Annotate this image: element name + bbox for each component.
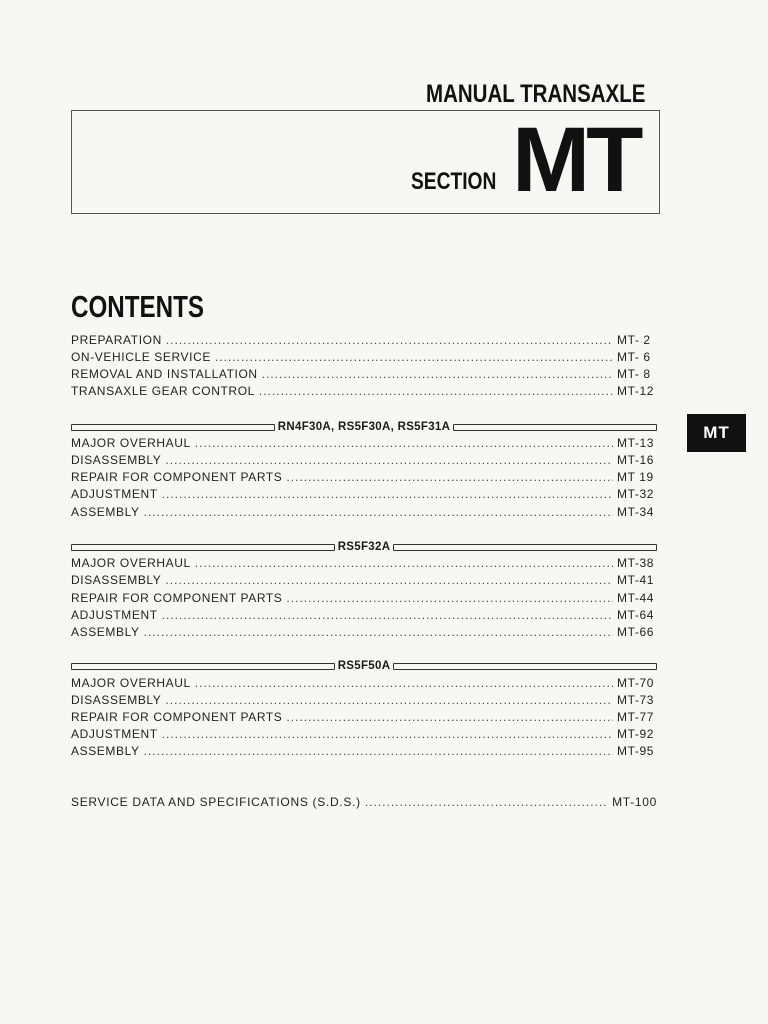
toc-entry-page: MT-32 <box>617 487 655 501</box>
group-header <box>71 420 657 434</box>
toc-entry[interactable] <box>71 333 657 349</box>
toc-entry-label: TRANSAXLE GEAR CONTROL <box>71 384 255 398</box>
group-rule-left <box>71 663 335 670</box>
toc-entry-label: MAJOR OVERHAUL <box>71 556 191 570</box>
toc-entry-page: MT-73 <box>617 693 655 707</box>
toc-entry-label: DISASSEMBLY <box>71 693 162 707</box>
toc-entry[interactable] <box>71 608 657 624</box>
dot-leader <box>286 470 613 484</box>
toc-entry[interactable] <box>71 744 657 760</box>
group-rule-left <box>71 424 275 431</box>
toc-entry[interactable] <box>71 487 657 503</box>
toc-entry-label: ADJUSTMENT <box>71 487 158 501</box>
toc-entry-page: MT-13 <box>617 436 655 450</box>
toc-entry-page: MT-92 <box>617 727 655 741</box>
group-rule-right <box>393 663 657 670</box>
group-header <box>71 540 657 554</box>
document-title: MANUAL TRANSAXLE <box>426 80 646 108</box>
group-rule-right <box>393 544 657 551</box>
toc-entry-label: MAJOR OVERHAUL <box>71 436 191 450</box>
toc-entry-page: MT-64 <box>617 608 655 622</box>
toc-entry[interactable] <box>71 384 657 400</box>
section-thumb-tab[interactable]: MT <box>687 414 746 452</box>
dot-leader <box>144 744 613 758</box>
toc-entry-page: MT-41 <box>617 573 655 587</box>
toc-entry[interactable] <box>71 556 657 572</box>
group-title: RN4F30A, RS5F30A, RS5F31A <box>277 421 451 433</box>
toc-entry-page: MT-12 <box>617 384 655 398</box>
toc-entry-page: MT 19 <box>617 470 654 484</box>
dot-leader <box>286 591 613 605</box>
group-rule-left <box>71 544 335 551</box>
dot-leader <box>144 625 613 639</box>
toc-entry[interactable] <box>71 693 657 709</box>
group-title: RS5F50A <box>337 660 391 672</box>
section-label: SECTION <box>411 168 497 195</box>
dot-leader <box>365 795 608 809</box>
toc-entry-label: DISASSEMBLY <box>71 573 162 587</box>
dot-leader <box>195 556 613 570</box>
dot-leader <box>162 608 613 622</box>
toc-entry-label: REPAIR FOR COMPONENT PARTS <box>71 591 283 605</box>
dot-leader <box>286 710 613 724</box>
toc-entry[interactable] <box>71 470 657 486</box>
toc-entry[interactable] <box>71 625 657 641</box>
toc-entry-label: ASSEMBLY <box>71 625 140 639</box>
toc-entry[interactable] <box>71 350 657 366</box>
toc-entry-label: ADJUSTMENT <box>71 727 158 741</box>
toc-entry[interactable] <box>71 573 657 589</box>
toc-entry-label: PREPARATION <box>71 333 162 347</box>
dot-leader <box>144 505 613 519</box>
toc-entry[interactable] <box>71 676 657 692</box>
toc-entry[interactable] <box>71 505 657 521</box>
group-title: RS5F32A <box>337 541 391 553</box>
dot-leader <box>165 453 613 467</box>
dot-leader <box>215 350 613 364</box>
toc-entry-label: ASSEMBLY <box>71 505 140 519</box>
dot-leader <box>162 487 613 501</box>
toc-entry-page: MT-95 <box>617 744 655 758</box>
toc-entry[interactable] <box>71 436 657 452</box>
toc-entry-label: REPAIR FOR COMPONENT PARTS <box>71 470 283 484</box>
toc-entry-label: ON-VEHICLE SERVICE <box>71 350 211 364</box>
group-header <box>71 659 657 673</box>
dot-leader <box>162 727 613 741</box>
group-rule-right <box>453 424 657 431</box>
toc-entry-label: ADJUSTMENT <box>71 608 158 622</box>
dot-leader <box>195 676 613 690</box>
dot-leader <box>262 367 613 381</box>
toc-entry-page: MT- 6 <box>617 350 651 364</box>
toc-entry-page: MT-66 <box>617 625 655 639</box>
toc-entry[interactable] <box>71 727 657 743</box>
dot-leader <box>165 693 613 707</box>
toc-entry-page: MT-16 <box>617 453 655 467</box>
toc-entry[interactable] <box>71 710 657 726</box>
toc-entry-label: ASSEMBLY <box>71 744 140 758</box>
toc-entry-page: MT-70 <box>617 676 655 690</box>
toc-entry-page: MT- 8 <box>617 367 651 381</box>
toc-entry[interactable] <box>71 453 657 469</box>
toc-entry[interactable] <box>71 591 657 607</box>
toc-entry-label: DISASSEMBLY <box>71 453 162 467</box>
toc-entry-label: REPAIR FOR COMPONENT PARTS <box>71 710 283 724</box>
toc-entry-label: REMOVAL AND INSTALLATION <box>71 367 258 381</box>
dot-leader <box>259 384 613 398</box>
toc-entry-page: MT-100 <box>612 795 657 809</box>
contents-heading: CONTENTS <box>71 289 204 324</box>
dot-leader <box>166 333 613 347</box>
dot-leader <box>165 573 613 587</box>
toc-entry-page: MT-77 <box>617 710 655 724</box>
dot-leader <box>195 436 613 450</box>
toc-entry-sds[interactable] <box>71 795 657 811</box>
toc-entry-label: SERVICE DATA AND SPECIFICATIONS (S.D.S.) <box>71 795 361 809</box>
toc-entry-page: MT-38 <box>617 556 655 570</box>
toc-entry-page: MT-44 <box>617 591 655 605</box>
toc-entry-page: MT- 2 <box>617 333 651 347</box>
section-code: MT <box>512 109 640 211</box>
toc-entry-page: MT-34 <box>617 505 655 519</box>
toc-entry-label: MAJOR OVERHAUL <box>71 676 191 690</box>
toc-entry[interactable] <box>71 367 657 383</box>
